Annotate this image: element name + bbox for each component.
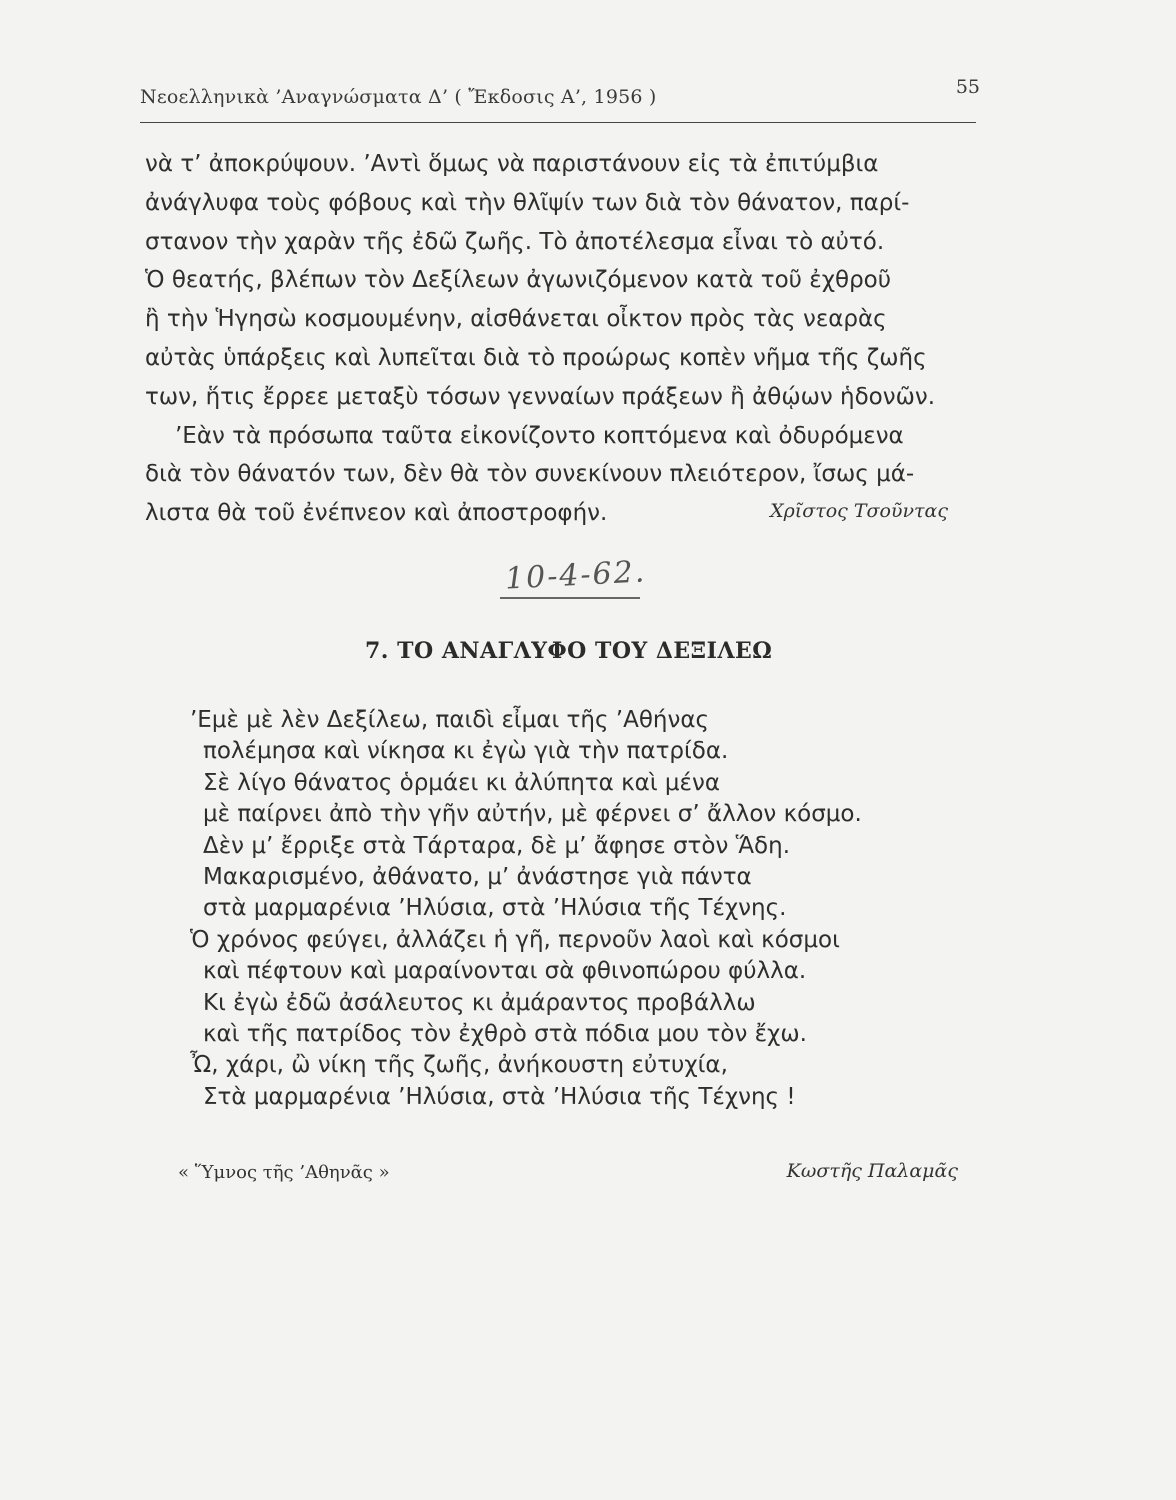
handwritten-underline (500, 597, 640, 599)
prose-line: στανον τὴν χαρὰν τῆς ἐδῶ ζωῆς. Τὸ ἀποτέλεσμα εἶναι τὸ αὐτό. (145, 228, 885, 255)
prose-line: νὰ τ’ ἀποκρύψουν. ’Αντὶ ὅμως νὰ παριστάνουν εἰς τὰ ἐπιτύμβια (145, 151, 879, 177)
poem-line: καὶ πέφτουν καὶ μαραίνονται σὰ φθινοπώρου φύλλα. (203, 958, 807, 985)
prose-line: αὐτὰς ὑπάρξεις καὶ λυπεῖται διὰ τὸ προώρως κοπὲν νῆμα τῆς ζωῆς (145, 344, 927, 371)
poem-line: Ὁ χρόνος φεύγει, ἀλλάζει ἡ γῆ, περνοῦν λαοὶ καὶ κόσμοι (190, 926, 840, 953)
poem-line: Ὦ, χάρι, ὢ νίκη τῆς ζωῆς, ἀνήκουστη εὐτυχία, (190, 1052, 728, 1079)
prose-line: ’Εὰν τὰ πρόσωπα ταῦτα εἰκονίζοντο κοπτόμενα καὶ ὀδυρόμενα (175, 422, 904, 449)
poem-author: Κωστῆς Παλαμᾶς (786, 1160, 958, 1182)
poem-line: πολέμησα καὶ νίκησα κι ἐγὼ γιὰ τὴν πατρίδα. (203, 738, 729, 765)
prose-line: ἀνάγλυφα τοὺς φόβους καὶ τὴν θλῖψίν των διὰ τὸν θάνατον, παρί- (145, 189, 910, 216)
prose-line: λιστα θὰ τοῦ ἐνέπνεον καὶ ἀποστροφήν. (145, 500, 608, 527)
poem-line: Μακαρισμένο, ἀθάνατο, μ’ ἀνάστησε γιὰ πάντα (203, 863, 752, 890)
prose-line: Ὁ θεατής, βλέπων τὸν Δεξίλεων ἀγωνιζόμενον κατὰ τοῦ ἐχθροῦ (145, 267, 892, 294)
page-header (140, 76, 980, 116)
handwritten-date-note: 10-4-62. (504, 554, 648, 597)
running-title: Νεοελληνικὰ ’Αναγνώσματα Δ’ ( Ἔκδοσις Α’, 1956 ) (140, 86, 657, 108)
header-divider (140, 122, 976, 123)
prose-line: των, ἥτις ἔρρεε μεταξὺ τόσων γενναίων πράξεων ἢ ἀθῴων ἡδονῶν. (145, 383, 936, 410)
poem-source: « Ὕμνος τῆς ’Αθηνᾶς » (178, 1162, 390, 1183)
prose-line: ἢ τὴν Ἡγησὼ κοσμουμένην, αἰσθάνεται οἶκτον πρὸς τὰς νεαρὰς (145, 306, 887, 333)
poem-body (190, 705, 950, 1113)
poem-line: Σὲ λίγο θάνατος ὁρμάει κι ἀλύπητα καὶ μένα (203, 769, 720, 796)
poem-line: Στὰ μαρμαρένια ’Ηλύσια, στὰ ’Ηλύσια τῆς Τέχνης ! (203, 1083, 796, 1110)
prose-author: Χρῖστος Τσοῦντας (770, 500, 948, 522)
poem-line: Δὲν μ’ ἔρριξε στὰ Τάρταρα, δὲ μ’ ἄφησε στὸν Ἅδη. (203, 832, 791, 859)
poem-line: Κι ἐγὼ ἐδῶ ἀσάλευτος κι ἀμάραντος προβάλλω (203, 989, 756, 1016)
poem-line: ’Εμὲ μὲ λὲν Δεξίλεω, παιδὶ εἶμαι τῆς ’Αθήνας (190, 707, 709, 733)
poem-line: μὲ παίρνει ἀπὸ τὴν γῆν αὐτήν, μὲ φέρνει σ’ ἄλλον κόσμο. (203, 801, 862, 828)
poem-line: καὶ τῆς πατρίδος τὸν ἐχθρὸ στὰ πόδια μου τὸν ἔχω. (203, 1020, 807, 1047)
poem-title: 7. ΤΟ ΑΝΑΓΛΥΦΟ ΤΟΥ ΔΕΞΙΛΕΩ (365, 638, 773, 664)
poem-line: στὰ μαρμαρένια ’Ηλύσια, στὰ ’Ηλύσια τῆς Τέχνης. (203, 895, 787, 922)
prose-passage (145, 145, 985, 533)
page-number: 55 (955, 76, 980, 98)
prose-line: διὰ τὸν θάνατόν των, δὲν θὰ τὸν συνεκίνουν πλειότερον, ἴσως μά- (145, 461, 915, 488)
